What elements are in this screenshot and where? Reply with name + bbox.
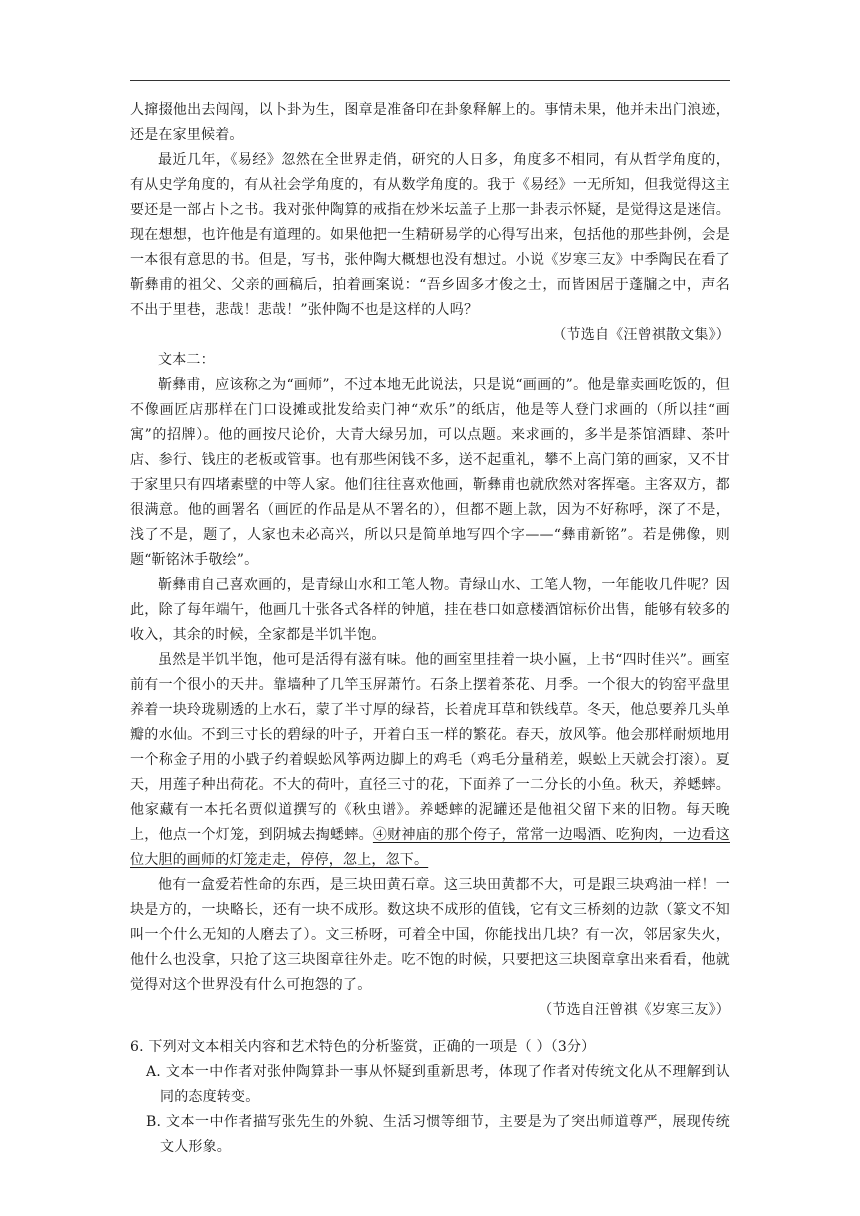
text1-source: （节选自《汪曾祺散文集》） [552, 327, 730, 343]
text2-paragraph-2: 靳彝甫自己喜欢画的，是青绿山水和工笔人物。青绿山水、工笔人物，一年能收几件呢？因此，除了每年端午，他画几十张各式各样的钟馗，挂在巷口如意楼酒馆标价出售，能够有较多的收入，其余的时候，全家都是半饥半饱。 [130, 577, 730, 643]
option-a: A. 文本一中作者对张仲陶算卦一事从怀疑到重新思考，体现了作者对传统文化从不理解到认同的态度转变。 [146, 1064, 730, 1105]
text2-paragraph-4: 他有一盒爱若性命的东西，是三块田黄石章。这三块田黄都不大，可是跟三块鸡油一样！一块是方的，一块略长，还有一块不成形。数这块不成形的值钱，它有文三桥刻的边款（篆文不知叫一个什么无知的人磨去了）。文三桥呀，可着全中国，你能找出几块？有一次，邻居家失火，他什么也没拿，只抢了这三块图章往外走。吃不饱的时候，只要把这三块图章拿出来看看，他就觉得对这个世界没有什么可抱怨的了。 [130, 877, 730, 993]
header-rule [130, 80, 730, 81]
document-body [130, 98, 730, 1160]
text2-source: （节选自汪曾祺《岁寒三友》） [538, 1002, 730, 1018]
underlined-sentence-4: ④财神庙的那个侉子，常常一边喝酒、吃狗肉，一边看这位大胆的画师的灯笼走走，停停，忽上，忽下。 [130, 827, 730, 868]
text1-paragraph-yijing: 最近几年，《易经》忽然在全世界走俏，研究的人日多，角度多不相同，有从哲学角度的，有从史学角度的，有从社会学角度的，有从数学角度的。我于《易经》一无所知，但我觉得这主要还是一部占卜之书。我对张仲陶算的戒指在炒米坛盖子上那一卦表示怀疑，是觉得这是迷信。现在想想，也许他是有道理的。如果他把一生精研易学的心得写出来，包括他的那些卦例，会是一本很有意思的书。但是，写书，张仲陶大概想也没有想过。小说《岁寒三友》中季陶民在看了靳彝甫的祖父、父亲的画稿后，拍着画案说：“吾乡固多才俊之士，而皆困居于蓬牖之中，声名不出于里巷，悲哉！悲哉！”张仲陶不也是这样的人吗？ [130, 152, 730, 318]
text2-heading: 文本二： [158, 352, 215, 368]
text1-paragraph-tail: 人撺掇他出去闯闯，以卜卦为生，图章是准备印在卦象释解上的。事情未果，他并未出门浪迹，还是在家里候着。 [130, 102, 730, 143]
text2-paragraph-3 [130, 648, 730, 873]
question-stem: 6. 下列对文本相关内容和艺术特色的分析鉴赏，正确的一项是（ ）（3分） [130, 1039, 596, 1055]
text2-paragraph-3-text: 虽然是半饥半饱，他可是活得有滋有味。他的画室里挂着一块小匾，上书“四时佳兴”。画室前有一个很小的天井。靠墙种了几竿玉屏萧竹。石条上摆着茶花、月季。一个很大的钧窑平盘里养着一块玲珑剔透的上水石，蒙了半寸厚的绿苔，长着虎耳草和铁线草。冬天，他总要养几头单瓣的水仙。不到三寸长的碧绿的叶子，开着白玉一样的繁花。春天，放风筝。他会那样耐烦地用一个称金子用的小戥子约着蜈蚣风筝两边脚上的鸡毛（鸡毛分量稍差，蜈蚣上天就会打滚）。夏天，用莲子种出荷花。不大的荷叶，直径三寸的花，下面养了一二分长的小鱼。秋天，养蟋蟀。他家藏有一本托名贾似道撰写的《秋虫谱》。养蟋蟀的泥罐还是他祖父留下来的旧物。每天晚上，他点一个灯笼，到阴城去掏蟋蟀。 [130, 652, 730, 843]
text2-paragraph-1: 靳彝甫，应该称之为“画师”，不过本地无此说法，只是说“画画的”。他是靠卖画吃饭的，但不像画匠店那样在门口设摊或批发给卖门神“欢乐”的纸店，他是等人登门求画的（所以挂“画寓”的招牌）。他的画按尺论价，大青大绿另加，可以点题。来求画的，多半是茶馆酒肆、茶叶店、参行、钱庄的老板或管事。也有那些闲钱不多，送不起重礼，攀不上高门第的画家，又不甘于家里只有四堵素壁的中等人家。他们往往喜欢他画，靳彝甫也就欣然对客挥毫。主客双方，都很满意。他的画署名（画匠的作品是从不署名的），但都不题上款，因为不好称呼，深了不是，浅了不是，题了，人家也未必高兴，所以只是简单地写四个字——“彝甫新铭”。若是佛像，则题“靳铭沐手敬绘”。 [130, 377, 730, 568]
option-b: B. 文本一中作者描写张先生的外貌、生活习惯等细节，主要是为了突出师道尊严，展现传统文人形象。 [146, 1114, 730, 1155]
question-6 [130, 1035, 730, 1160]
